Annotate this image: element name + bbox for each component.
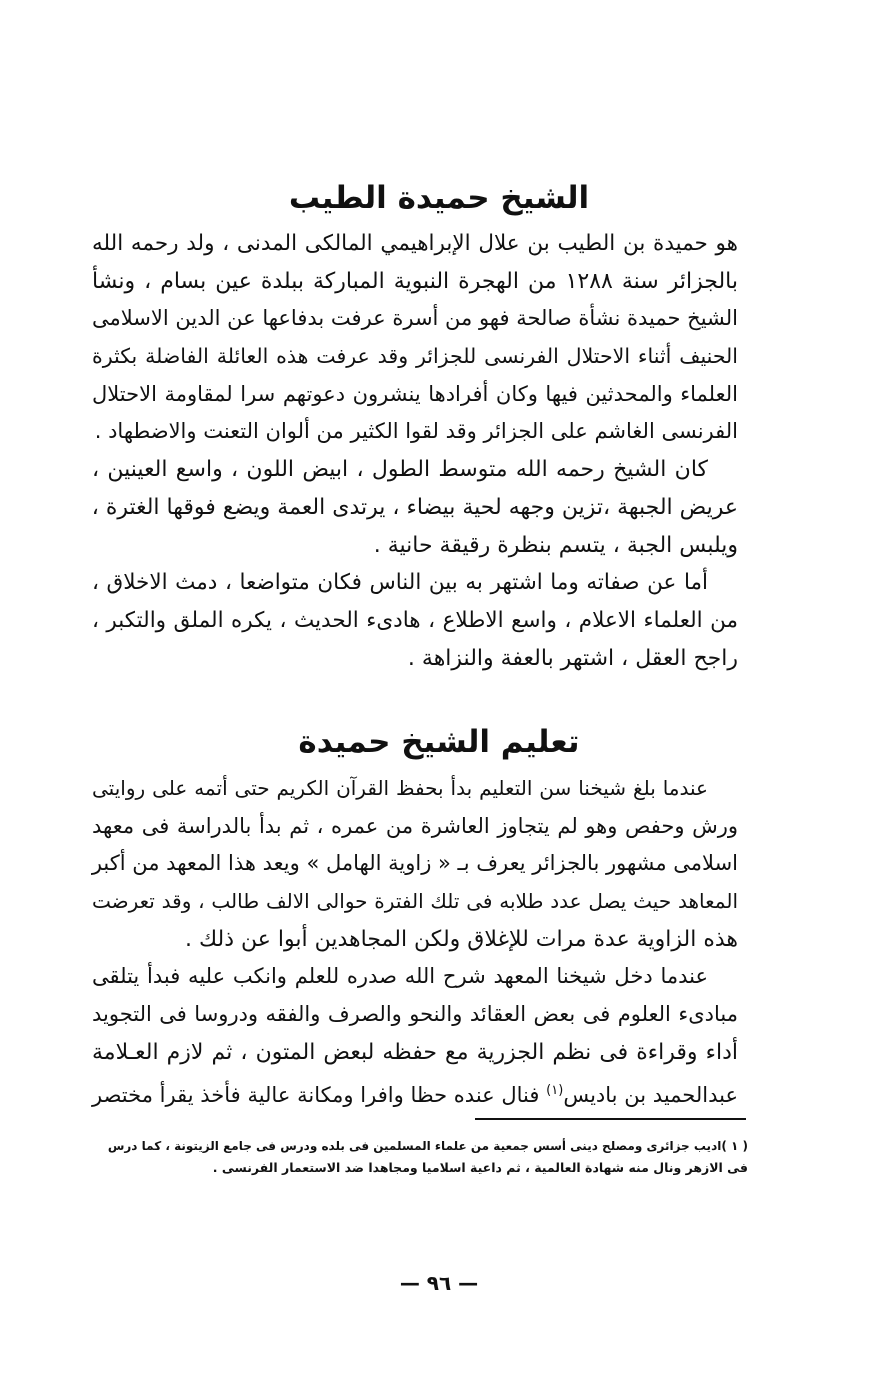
footnote [108, 1135, 748, 1179]
text-line: المعاهد حيث يصل عدد طلابه فى تلك الفترة حوالى الالف طالب ، وقد تعرضت [92, 889, 738, 914]
footnote-line: فى الازهر ونال منه شهادة العالمية ، ثم داعية اسلاميا ومجاهدا ضد الاستعمار الفرنسى . [212, 1160, 748, 1175]
text-line: راجح العقل ، اشتهر بالعفة والنزاهة . [407, 645, 738, 671]
text-line: كان الشيخ رحمه الله متوسط الطول ، ابيض اللون ، واسع العينين ، [92, 457, 708, 483]
text-line: العلماء والمحدثين فيها وكان أفرادها ينشرون دعوتهم سرا لمقاومة الاحتلال [92, 381, 738, 406]
text-line: مبادىء العلوم فى بعض العقائد والنحو والصرف والفقه ودروسا فى التجويد [92, 1002, 738, 1027]
text-line: الفرنسى الغاشم على الجزائر وقد لقوا الكثير من ألوان التعنت والاضطهاد . [94, 419, 738, 444]
text-line: أما عن صفاته وما اشتهر به بين الناس فكان متواضعا ، دمث الاخلاق ، [92, 570, 708, 596]
text-line: عريض الجبهة ،تزين وجهه لحية بيضاء ، يرتدى العمة ويضع فوقها الغترة ، [91, 494, 738, 520]
text-line: من العلماء الاعلام ، واسع الاطلاع ، هادىء الحديث ، يكره الملق والتكبر ، [92, 607, 738, 633]
footnote-divider [475, 1118, 746, 1120]
text-line: الشيخ حميدة نشأة صالحة فهو من أسرة عرفت بدفاعها عن الدين الاسلامى [92, 306, 738, 331]
section-title-sheikh-hamida: الشيخ حميدة الطيب [288, 180, 590, 216]
text-line: عندما بلغ شيخنا سن التعليم بدأ بحفظ القرآن الكريم حتى أتمه على روايتى [92, 776, 708, 800]
education-paragraphs [92, 770, 738, 1109]
footnote-reference: (١) [546, 1082, 564, 1098]
text-line: ويلبس الجبة ، يتسم بنظرة رقيقة حانية . [373, 532, 738, 558]
text-line: هو حميدة بن الطيب بن علال الإبراهيمي المالكى المدنى ، ولد رحمه الله [92, 231, 738, 256]
text-line [92, 1072, 738, 1110]
section-title-education: تعليم الشيخ حميدة [298, 724, 580, 760]
biography-paragraphs [92, 225, 738, 677]
footnote-line: ( ١ )اديب جزائرى ومصلح دينى أسس جمعية من علماء المسلمين فى بلده ودرس فى جامع الزيتونة ، كما درس [107, 1139, 748, 1153]
text-line: عندما دخل شيخنا المعهد شرح الله صدره للعلم وانكب عليه فبدأ يتلقى [92, 964, 708, 989]
text-line: بالجزائر سنة ١٢٨٨ من الهجرة النبوية المباركة ببلدة عين بسام ، ونشأ [92, 268, 738, 294]
text-line: أداء وقراءة فى نظم الجزرية مع حفظه لبعض المتون ، ثم لازم العـلامة [92, 1039, 738, 1065]
text-line: هذه الزاوية عدة مرات للإغلاق ولكن المجاهدين أبوا عن ذلك . [185, 926, 738, 952]
text-line: اسلامى مشهور بالجزائر يعرف بـ « زاوية الهامل » ويعد هذا المعهد من أكبر [91, 851, 738, 876]
text-fragment: فنال عنده حظا وافرا ومكانة عالية فأخذ يقرأ مختصر [92, 1082, 540, 1107]
page-number: — ٩٦ — [399, 1271, 479, 1295]
text-line: الحنيف أثناء الاحتلال الفرنسى للجزائر وقد عرفت هذه العائلة الفاضلة بكثرة [92, 344, 738, 369]
text-fragment: عبدالحميد بن باديس [563, 1082, 738, 1107]
text-line: ورش وحفص وهو لم يتجاوز العاشرة من عمره ، ثم بدأ بالدراسة فى معهد [92, 813, 738, 838]
